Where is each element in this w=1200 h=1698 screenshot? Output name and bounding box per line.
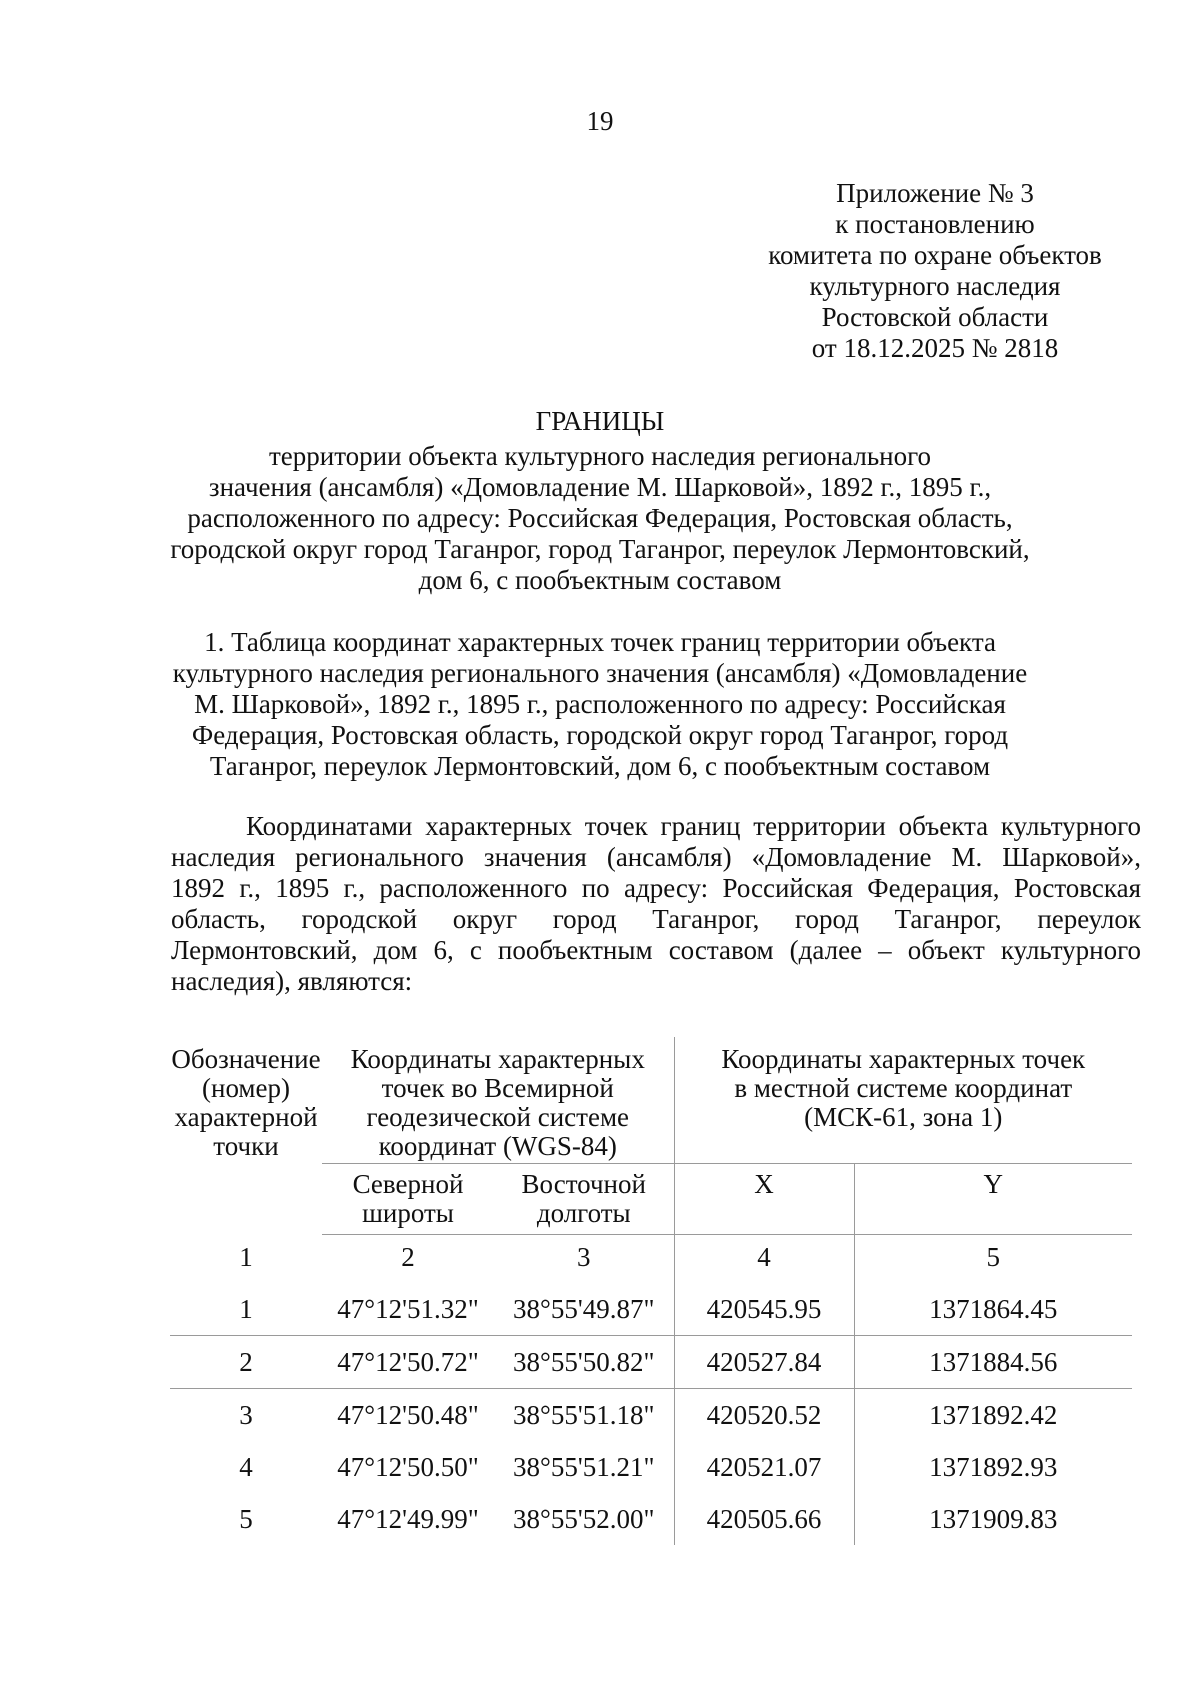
subheader-north [322, 1164, 494, 1235]
cell-point: 1 [170, 1283, 322, 1336]
document-title: ГРАНИЦЫ [535, 406, 665, 436]
subtitle-line: территории объекта культурного наследия регионального [268, 441, 931, 471]
column-number: 1 [239, 1241, 253, 1272]
table-header-row [170, 1037, 1132, 1164]
cell-north: 47°12'50.72" [322, 1336, 494, 1389]
header-text: координат (WGS-84) [378, 1131, 617, 1161]
cell-point: 5 [239, 1503, 253, 1534]
appendix-line: к постановлению [835, 209, 1035, 239]
paragraph-line: наследия регионального значения (ансамбля) «Домовладение М. Шарковой», [171, 842, 1141, 872]
table-row [170, 1283, 1132, 1336]
section-heading-line: М. Шарковой», 1892 г., 1895 г., расположенного по адресу: Российская [194, 689, 1006, 719]
coordinates-table [170, 1037, 1132, 1545]
cell-x: 420520.52 [674, 1389, 854, 1442]
cell-east: 38°55'49.87" [494, 1283, 674, 1336]
cell-point: 3 [239, 1399, 253, 1430]
header-text: (номер) [202, 1073, 290, 1103]
section-heading-line: 1. Таблица координат характерных точек границ территории объекта [204, 627, 996, 657]
section-heading-line: Таганрог, переулок Лермонтовский, дом 6, с пообъектным составом [209, 751, 991, 781]
cell-x: 420545.95 [674, 1283, 854, 1336]
column-number: 3 [494, 1235, 674, 1284]
document-subtitle [0, 441, 1200, 596]
appendix-line: Приложение № 3 [836, 178, 1034, 208]
header-text: геодезической системе [366, 1102, 630, 1132]
header-wgs-cell [322, 1037, 674, 1164]
subtitle-line: дом 6, с пообъектным составом [418, 565, 782, 595]
header-point-cell [170, 1037, 322, 1235]
appendix-line: комитета по охране объектов [768, 240, 1102, 270]
cell-east: 38°55'50.82" [494, 1336, 674, 1389]
cell-x: 420527.84 [674, 1336, 854, 1389]
header-text: точек во Всемирной [381, 1073, 614, 1103]
section-heading [0, 627, 1200, 782]
section-heading-line: Федерация, Ростовская область, городской округ город Таганрог, город [191, 720, 1009, 750]
column-number-row [170, 1235, 1132, 1284]
subheader-east [494, 1164, 674, 1235]
cell-point: 2 [170, 1336, 322, 1389]
column-number: 2 [401, 1242, 415, 1272]
column-number: 5 [986, 1242, 1000, 1272]
subtitle-line: расположенного по адресу: Российская Федерация, Ростовская область, [187, 503, 1013, 533]
table-row [170, 1336, 1132, 1389]
cell-y: 1371892.93 [929, 1451, 1058, 1482]
body-paragraph [171, 811, 1141, 997]
paragraph-line: 1892 г., 1895 г., расположенного по адресу: Российская Федерация, Ростовская [171, 873, 1141, 903]
cell-north: 47°12'49.99" [337, 1503, 479, 1534]
subheader-y: Y [854, 1164, 1132, 1235]
header-text: Координаты характерных точек [721, 1044, 1086, 1074]
header-text: Обозначение [171, 1044, 321, 1074]
table-row [170, 1441, 1132, 1493]
cell-north: 47°12'50.50" [337, 1451, 479, 1482]
header-text: характерной [174, 1102, 318, 1132]
header-text: в местной системе координат [734, 1073, 1073, 1103]
section-heading-line: культурного наследия регионального значения (ансамбля) «Домовладение [172, 658, 1028, 688]
header-text: широты [362, 1198, 454, 1228]
header-text: Северной [352, 1169, 464, 1199]
header-text: Координаты характерных [350, 1044, 645, 1074]
table-row [170, 1493, 1132, 1545]
subtitle-line: городской округ город Таганрог, город Таганрог, переулок Лермонтовский, [170, 534, 1030, 564]
header-msk-cell [674, 1037, 1132, 1164]
column-number: 4 [674, 1235, 854, 1284]
cell-y: 1371884.56 [854, 1336, 1132, 1389]
cell-east: 38°55'52.00" [494, 1493, 674, 1545]
paragraph-line: область, городской округ город Таганрог, город Таганрог, переулок [171, 904, 1141, 934]
table-row [170, 1389, 1132, 1442]
cell-east: 38°55'51.21" [494, 1441, 674, 1493]
header-text: Восточной [521, 1169, 646, 1199]
page-number: 19 [586, 106, 614, 136]
cell-east: 38°55'51.18" [494, 1389, 674, 1442]
cell-y: 1371909.83 [929, 1503, 1058, 1534]
cell-y: 1371892.42 [929, 1399, 1058, 1430]
appendix-line: Ростовской области [821, 302, 1049, 332]
paragraph-line: наследия), являются: [171, 966, 413, 996]
header-text: точки [213, 1131, 279, 1161]
appendix-block [735, 178, 1135, 364]
cell-x: 420505.66 [674, 1493, 854, 1545]
cell-north: 47°12'50.48" [337, 1399, 479, 1430]
header-text: долготы [536, 1198, 631, 1228]
subheader-x: X [674, 1164, 854, 1235]
cell-x: 420521.07 [674, 1441, 854, 1493]
appendix-line: культурного наследия [809, 271, 1061, 301]
cell-y: 1371864.45 [854, 1283, 1132, 1336]
cell-point: 4 [239, 1451, 253, 1482]
paragraph-line: Координатами характерных точек границ территории объекта культурного [246, 811, 1141, 841]
paragraph-line: Лермонтовский, дом 6, с пообъектным составом (далее – объект культурного [171, 935, 1141, 965]
header-text: (МСК-61, зона 1) [804, 1102, 1003, 1132]
subtitle-line: значения (ансамбля) «Домовладение М. Шарковой», 1892 г., 1895 г., [208, 472, 992, 502]
appendix-line: от 18.12.2025 № 2818 [811, 333, 1059, 363]
cell-north: 47°12'51.32" [322, 1283, 494, 1336]
